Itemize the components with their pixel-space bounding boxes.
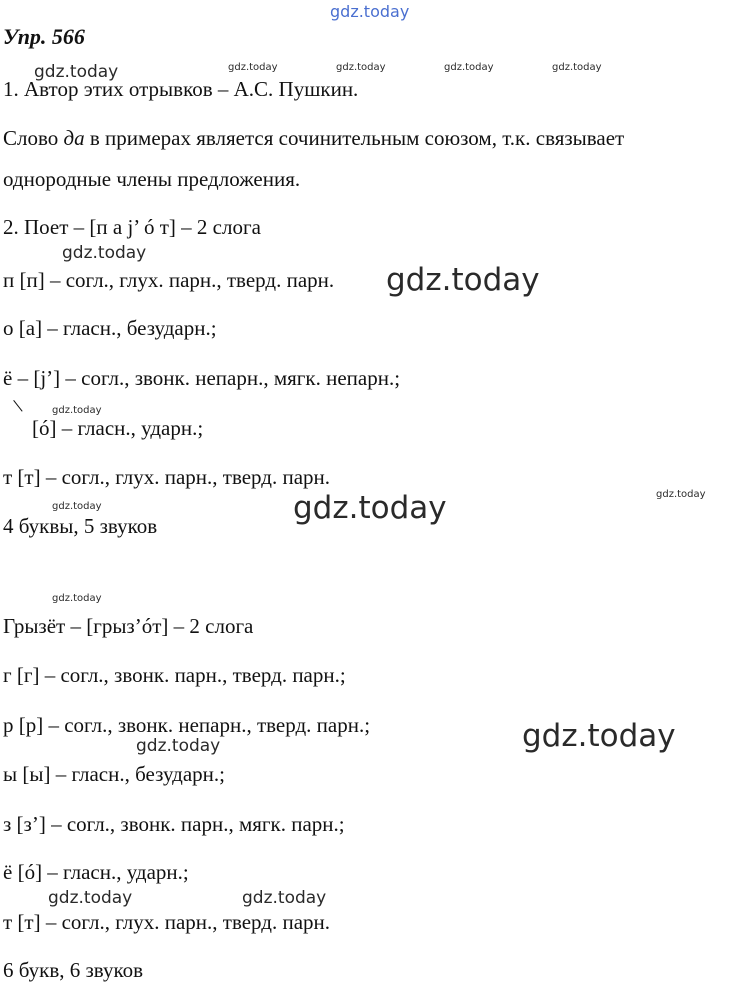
sound-line: ё – [j’] – согл., звонк. непарн., мягк. непарн.; <box>3 366 401 390</box>
watermark: gdz.today <box>242 888 327 908</box>
answer-1-explanation <box>3 126 624 150</box>
total-count: 6 букв, 6 звуков <box>3 958 144 982</box>
sound-line: ё [ó] – гласн., ударн.; <box>3 860 189 884</box>
watermark: gdz.today <box>52 593 102 604</box>
watermark: gdz.today <box>293 490 447 526</box>
text-segment: Слово <box>3 126 64 150</box>
sound-line: з [з’] – согл., звонк. парн., мягк. парн.; <box>3 812 345 836</box>
word-analysis-title: 2. Поет – [п а j’ ó т] – 2 слога <box>3 215 261 239</box>
branch-mark <box>13 400 22 412</box>
watermark: gdz.today <box>552 62 602 73</box>
watermark: gdz.today <box>336 62 386 73</box>
sound-line: р [р] – согл., звонк. непарн., тверд. парн.; <box>3 713 371 737</box>
sound-line: [ó] – гласн., ударн.; <box>32 416 204 440</box>
watermark: gdz.today <box>522 718 676 754</box>
sound-line: о [а] – гласн., безударн.; <box>3 316 217 340</box>
exercise-title: Упр. 566 <box>3 24 85 49</box>
watermark: gdz.today <box>62 243 147 263</box>
sound-line: ы [ы] – гласн., безударн.; <box>3 762 225 786</box>
watermark: gdz.today <box>386 262 540 298</box>
watermark: gdz.today <box>52 501 102 512</box>
answer-1: 1. Автор этих отрывков – А.С. Пушкин. <box>3 77 359 101</box>
answer-1-explanation-cont: однородные члены предложения. <box>3 167 301 191</box>
sound-line: п [п] – согл., глух. парн., тверд. парн. <box>3 268 335 292</box>
emphasized-word: да <box>63 126 85 150</box>
watermark: gdz.today <box>34 62 119 82</box>
watermark: gdz.today <box>52 405 102 416</box>
sound-line: г [г] – согл., звонк. парн., тверд. парн.; <box>3 663 346 687</box>
sound-line: т [т] – согл., глух. парн., тверд. парн. <box>3 910 331 934</box>
watermark: gdz.today <box>48 888 133 908</box>
watermark: gdz.today <box>444 62 494 73</box>
watermark-top: gdz.today <box>330 2 410 21</box>
watermark: gdz.today <box>136 736 221 756</box>
word-analysis-title: Грызёт – [грыз’óт] – 2 слога <box>3 614 254 638</box>
watermark: gdz.today <box>656 489 706 500</box>
text-segment: в примерах является сочинительным союзом, т.к. связывает <box>84 126 625 150</box>
watermark: gdz.today <box>228 62 278 73</box>
sound-line: т [т] – согл., глух. парн., тверд. парн. <box>3 465 331 489</box>
total-count: 4 буквы, 5 звуков <box>3 514 158 538</box>
